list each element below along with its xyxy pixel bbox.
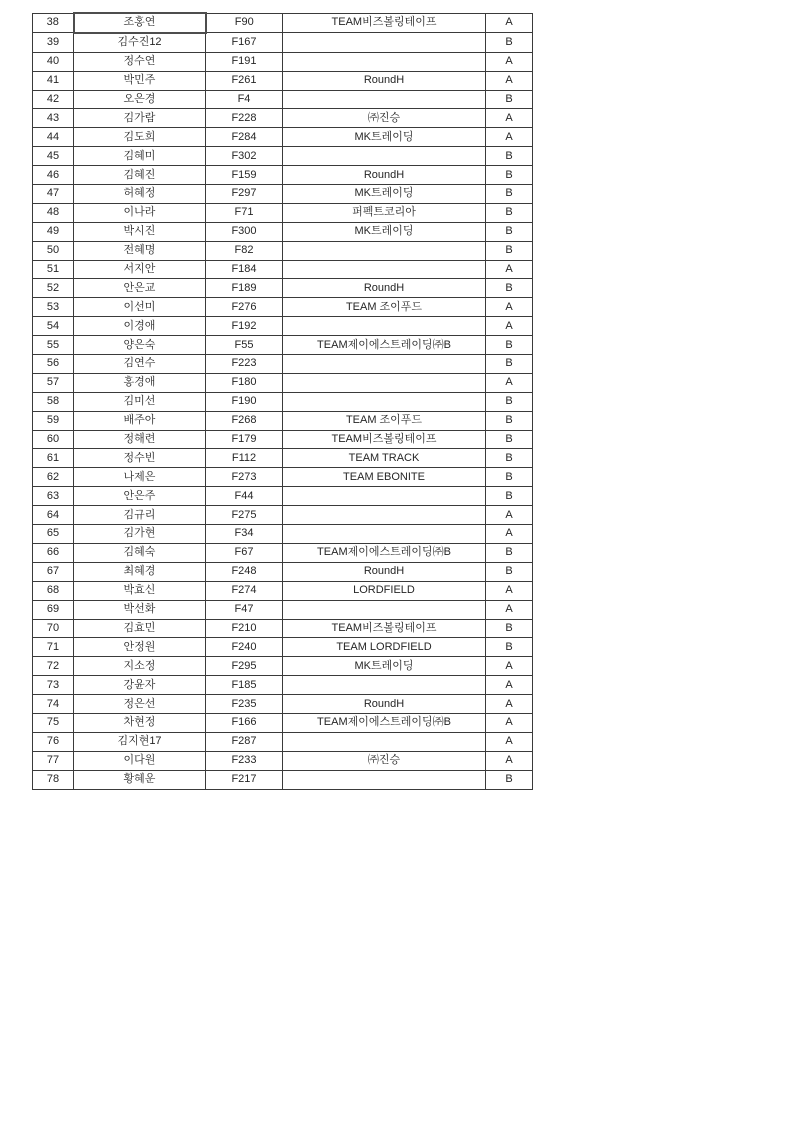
code-cell[interactable]: F248 xyxy=(206,562,283,581)
table-row xyxy=(33,317,533,336)
name-cell[interactable]: 지소정 xyxy=(74,657,206,676)
code-cell[interactable]: F185 xyxy=(206,676,283,695)
name-cell[interactable]: 황혜운 xyxy=(74,770,206,789)
grade-cell[interactable]: B xyxy=(486,543,533,562)
code-cell[interactable]: F233 xyxy=(206,751,283,770)
grade-cell[interactable]: A xyxy=(486,600,533,619)
name-cell[interactable]: 이나라 xyxy=(74,203,206,222)
selected-cell[interactable]: 조홍연 xyxy=(74,13,206,33)
table-row xyxy=(33,411,533,430)
team-cell[interactable]: TEAM LORDFIELD xyxy=(283,638,486,657)
row-number-cell[interactable]: 77 xyxy=(33,751,74,770)
table-row xyxy=(33,430,533,449)
code-cell[interactable]: F47 xyxy=(206,600,283,619)
grade-cell[interactable]: A xyxy=(486,751,533,770)
name-cell[interactable]: 정수빈 xyxy=(74,449,206,468)
team-cell[interactable]: MK트레이딩 xyxy=(283,222,486,241)
table-row xyxy=(33,619,533,638)
name-cell[interactable]: 정해련 xyxy=(74,430,206,449)
name-cell[interactable]: 안은교 xyxy=(74,279,206,298)
row-number-cell[interactable]: 38 xyxy=(33,13,74,33)
row-number-cell[interactable]: 72 xyxy=(33,657,74,676)
grade-cell[interactable]: A xyxy=(486,713,533,732)
table-row xyxy=(33,468,533,487)
table-row xyxy=(33,71,533,90)
table-row xyxy=(33,751,533,770)
row-number-cell[interactable]: 43 xyxy=(33,109,74,128)
name-cell[interactable]: 김지현17 xyxy=(74,732,206,751)
table-row xyxy=(33,33,533,52)
name-cell[interactable]: 박민주 xyxy=(74,71,206,90)
table-row xyxy=(33,241,533,260)
code-cell[interactable]: F191 xyxy=(206,52,283,71)
row-number-cell[interactable]: 73 xyxy=(33,676,74,695)
table-row xyxy=(33,260,533,279)
table-row xyxy=(33,355,533,374)
row-number-cell[interactable]: 67 xyxy=(33,562,74,581)
team-cell[interactable] xyxy=(283,147,486,166)
table-row xyxy=(33,525,533,544)
row-number-cell[interactable]: 58 xyxy=(33,392,74,411)
grade-cell[interactable]: B xyxy=(486,222,533,241)
roster-table xyxy=(32,12,533,790)
row-number-cell[interactable]: 62 xyxy=(33,468,74,487)
code-cell[interactable]: F240 xyxy=(206,638,283,657)
row-number-cell[interactable]: 52 xyxy=(33,279,74,298)
row-number-cell[interactable]: 65 xyxy=(33,525,74,544)
team-cell[interactable]: TEAM제이에스트레이딩㈜B xyxy=(283,713,486,732)
table-row xyxy=(33,147,533,166)
row-number-cell[interactable]: 76 xyxy=(33,732,74,751)
roster-table-body xyxy=(33,13,533,789)
grade-cell[interactable]: A xyxy=(486,317,533,336)
grade-cell[interactable]: B xyxy=(486,430,533,449)
row-number-cell[interactable]: 60 xyxy=(33,430,74,449)
table-row xyxy=(33,128,533,147)
name-cell[interactable]: 박시진 xyxy=(74,222,206,241)
row-number-cell[interactable]: 59 xyxy=(33,411,74,430)
grade-cell[interactable]: B xyxy=(486,392,533,411)
code-cell[interactable]: F112 xyxy=(206,449,283,468)
code-cell[interactable]: F34 xyxy=(206,525,283,544)
table-row xyxy=(33,52,533,71)
table-row xyxy=(33,203,533,222)
grade-cell[interactable]: B xyxy=(486,770,533,789)
row-number-cell[interactable]: 45 xyxy=(33,147,74,166)
name-cell[interactable]: 서지안 xyxy=(74,260,206,279)
name-cell[interactable]: 김가현 xyxy=(74,525,206,544)
name-cell[interactable]: 정수연 xyxy=(74,52,206,71)
name-cell[interactable]: 최혜경 xyxy=(74,562,206,581)
team-cell[interactable] xyxy=(283,33,486,52)
grade-cell[interactable]: B xyxy=(486,185,533,204)
code-cell[interactable]: F159 xyxy=(206,166,283,185)
code-cell[interactable]: F189 xyxy=(206,279,283,298)
team-cell[interactable] xyxy=(283,260,486,279)
grade-cell[interactable]: A xyxy=(486,128,533,147)
code-cell[interactable]: F67 xyxy=(206,543,283,562)
team-cell[interactable] xyxy=(283,506,486,525)
code-cell[interactable]: F276 xyxy=(206,298,283,317)
team-cell[interactable] xyxy=(283,373,486,392)
name-cell[interactable]: 허혜정 xyxy=(74,185,206,204)
team-cell[interactable]: TEAM제이에스트레이딩㈜B xyxy=(283,543,486,562)
table-row xyxy=(33,373,533,392)
table-row xyxy=(33,298,533,317)
name-cell[interactable]: 김혜미 xyxy=(74,147,206,166)
table-row xyxy=(33,90,533,109)
row-number-cell[interactable]: 50 xyxy=(33,241,74,260)
code-cell[interactable]: F190 xyxy=(206,392,283,411)
name-cell[interactable]: 김가람 xyxy=(74,109,206,128)
table-row xyxy=(33,279,533,298)
team-cell[interactable] xyxy=(283,676,486,695)
table-row xyxy=(33,109,533,128)
team-cell[interactable]: LORDFIELD xyxy=(283,581,486,600)
row-number-cell[interactable]: 70 xyxy=(33,619,74,638)
team-cell[interactable] xyxy=(283,525,486,544)
grade-cell[interactable]: B xyxy=(486,411,533,430)
team-cell[interactable] xyxy=(283,732,486,751)
code-cell[interactable]: F4 xyxy=(206,90,283,109)
code-cell[interactable]: F217 xyxy=(206,770,283,789)
grade-cell[interactable]: A xyxy=(486,13,533,33)
code-cell[interactable]: F192 xyxy=(206,317,283,336)
team-cell[interactable]: MK트레이딩 xyxy=(283,185,486,204)
name-cell[interactable]: 이다원 xyxy=(74,751,206,770)
grade-cell[interactable]: A xyxy=(486,506,533,525)
table-row xyxy=(33,449,533,468)
row-number-cell[interactable]: 44 xyxy=(33,128,74,147)
team-cell[interactable]: RoundH xyxy=(283,71,486,90)
table-row xyxy=(33,543,533,562)
row-number-cell[interactable]: 56 xyxy=(33,355,74,374)
grade-cell[interactable]: B xyxy=(486,166,533,185)
table-row xyxy=(33,695,533,714)
name-cell[interactable]: 홍경애 xyxy=(74,373,206,392)
grade-cell[interactable]: B xyxy=(486,562,533,581)
name-cell[interactable]: 안정원 xyxy=(74,638,206,657)
row-number-cell[interactable]: 66 xyxy=(33,543,74,562)
code-cell[interactable]: F261 xyxy=(206,71,283,90)
team-cell[interactable]: RoundH xyxy=(283,695,486,714)
name-cell[interactable]: 전혜명 xyxy=(74,241,206,260)
name-cell[interactable]: 김규리 xyxy=(74,506,206,525)
grade-cell[interactable]: B xyxy=(486,33,533,52)
row-number-cell[interactable]: 53 xyxy=(33,298,74,317)
code-cell[interactable]: F90 xyxy=(206,13,283,33)
table-row xyxy=(33,13,533,33)
grade-cell[interactable]: A xyxy=(486,373,533,392)
grade-cell[interactable]: B xyxy=(486,279,533,298)
row-number-cell[interactable]: 69 xyxy=(33,600,74,619)
name-cell[interactable]: 정은선 xyxy=(74,695,206,714)
grade-cell[interactable]: A xyxy=(486,657,533,676)
grade-cell[interactable]: B xyxy=(486,241,533,260)
row-number-cell[interactable]: 46 xyxy=(33,166,74,185)
team-cell[interactable] xyxy=(283,52,486,71)
team-cell[interactable]: TEAM 조이푸드 xyxy=(283,298,486,317)
grade-cell[interactable]: A xyxy=(486,581,533,600)
team-cell[interactable]: RoundH xyxy=(283,279,486,298)
code-cell[interactable]: F228 xyxy=(206,109,283,128)
team-cell[interactable] xyxy=(283,241,486,260)
table-row xyxy=(33,487,533,506)
code-cell[interactable]: F275 xyxy=(206,506,283,525)
table-row xyxy=(33,336,533,355)
team-cell[interactable] xyxy=(283,392,486,411)
team-cell[interactable]: TEAM비즈볼링테이프 xyxy=(283,13,486,33)
table-row xyxy=(33,600,533,619)
name-cell[interactable]: 강윤자 xyxy=(74,676,206,695)
row-number-cell[interactable]: 78 xyxy=(33,770,74,789)
team-cell[interactable]: MK트레이딩 xyxy=(283,128,486,147)
row-number-cell[interactable]: 74 xyxy=(33,695,74,714)
grade-cell[interactable]: A xyxy=(486,732,533,751)
row-number-cell[interactable]: 63 xyxy=(33,487,74,506)
team-cell[interactable] xyxy=(283,487,486,506)
table-row xyxy=(33,185,533,204)
code-cell[interactable]: F302 xyxy=(206,147,283,166)
grade-cell[interactable]: B xyxy=(486,619,533,638)
team-cell[interactable] xyxy=(283,600,486,619)
team-cell[interactable]: TEAM 조이푸드 xyxy=(283,411,486,430)
table-row xyxy=(33,713,533,732)
code-cell[interactable]: F297 xyxy=(206,185,283,204)
table-row xyxy=(33,638,533,657)
team-cell[interactable]: 퍼펙트코리아 xyxy=(283,203,486,222)
name-cell[interactable]: 김미선 xyxy=(74,392,206,411)
team-cell[interactable]: ㈜진승 xyxy=(283,109,486,128)
code-cell[interactable]: F284 xyxy=(206,128,283,147)
row-number-cell[interactable]: 39 xyxy=(33,33,74,52)
grade-cell[interactable]: A xyxy=(486,260,533,279)
name-cell[interactable]: 김도희 xyxy=(74,128,206,147)
name-cell[interactable]: 이선미 xyxy=(74,298,206,317)
code-cell[interactable]: F287 xyxy=(206,732,283,751)
table-row xyxy=(33,676,533,695)
row-number-cell[interactable]: 42 xyxy=(33,90,74,109)
code-cell[interactable]: F166 xyxy=(206,713,283,732)
team-cell[interactable]: MK트레이딩 xyxy=(283,657,486,676)
name-cell[interactable]: 박선화 xyxy=(74,600,206,619)
name-cell[interactable]: 김혜진 xyxy=(74,166,206,185)
code-cell[interactable]: F274 xyxy=(206,581,283,600)
code-cell[interactable]: F273 xyxy=(206,468,283,487)
code-cell[interactable]: F223 xyxy=(206,355,283,374)
table-row xyxy=(33,166,533,185)
grade-cell[interactable]: A xyxy=(486,676,533,695)
team-cell[interactable] xyxy=(283,770,486,789)
table-row xyxy=(33,392,533,411)
name-cell[interactable]: 배주아 xyxy=(74,411,206,430)
grade-cell[interactable]: A xyxy=(486,525,533,544)
team-cell[interactable]: RoundH xyxy=(283,166,486,185)
team-cell[interactable] xyxy=(283,355,486,374)
grade-cell[interactable]: B xyxy=(486,355,533,374)
code-cell[interactable]: F82 xyxy=(206,241,283,260)
row-number-cell[interactable]: 54 xyxy=(33,317,74,336)
name-cell[interactable]: 차현정 xyxy=(74,713,206,732)
grade-cell[interactable]: B xyxy=(486,147,533,166)
grade-cell[interactable]: A xyxy=(486,109,533,128)
code-cell[interactable]: F180 xyxy=(206,373,283,392)
team-cell[interactable]: TEAM비즈볼링테이프 xyxy=(283,619,486,638)
table-row xyxy=(33,581,533,600)
team-cell[interactable]: ㈜진승 xyxy=(283,751,486,770)
code-cell[interactable]: F167 xyxy=(206,33,283,52)
grade-cell[interactable]: B xyxy=(486,638,533,657)
code-cell[interactable]: F71 xyxy=(206,203,283,222)
code-cell[interactable]: F179 xyxy=(206,430,283,449)
code-cell[interactable]: F210 xyxy=(206,619,283,638)
code-cell[interactable]: F184 xyxy=(206,260,283,279)
row-number-cell[interactable]: 51 xyxy=(33,260,74,279)
table-row xyxy=(33,506,533,525)
team-cell[interactable] xyxy=(283,90,486,109)
table-row xyxy=(33,732,533,751)
name-cell[interactable]: 안은주 xyxy=(74,487,206,506)
code-cell[interactable]: F44 xyxy=(206,487,283,506)
grade-cell[interactable]: A xyxy=(486,52,533,71)
row-number-cell[interactable]: 55 xyxy=(33,336,74,355)
code-cell[interactable]: F235 xyxy=(206,695,283,714)
grade-cell[interactable]: B xyxy=(486,203,533,222)
row-number-cell[interactable]: 57 xyxy=(33,373,74,392)
row-number-cell[interactable]: 40 xyxy=(33,52,74,71)
grade-cell[interactable]: B xyxy=(486,468,533,487)
name-cell[interactable]: 오은경 xyxy=(74,90,206,109)
team-cell[interactable]: TEAM TRACK xyxy=(283,449,486,468)
table-row xyxy=(33,562,533,581)
code-cell[interactable]: F295 xyxy=(206,657,283,676)
row-number-cell[interactable]: 49 xyxy=(33,222,74,241)
row-number-cell[interactable]: 48 xyxy=(33,203,74,222)
name-cell[interactable]: 김연수 xyxy=(74,355,206,374)
row-number-cell[interactable]: 41 xyxy=(33,71,74,90)
row-number-cell[interactable]: 61 xyxy=(33,449,74,468)
grade-cell[interactable]: A xyxy=(486,71,533,90)
name-cell[interactable]: 김혜숙 xyxy=(74,543,206,562)
name-cell[interactable]: 박효신 xyxy=(74,581,206,600)
code-cell[interactable]: F55 xyxy=(206,336,283,355)
row-number-cell[interactable]: 47 xyxy=(33,185,74,204)
name-cell[interactable]: 김효민 xyxy=(74,619,206,638)
name-cell[interactable]: 김수진12 xyxy=(74,33,206,52)
table-row xyxy=(33,770,533,789)
grade-cell[interactable]: A xyxy=(486,298,533,317)
code-cell[interactable]: F268 xyxy=(206,411,283,430)
team-cell[interactable] xyxy=(283,317,486,336)
name-cell[interactable]: 양은숙 xyxy=(74,336,206,355)
team-cell[interactable]: TEAM비즈볼링테이프 xyxy=(283,430,486,449)
grade-cell[interactable]: B xyxy=(486,336,533,355)
name-cell[interactable]: 나제은 xyxy=(74,468,206,487)
table-row xyxy=(33,222,533,241)
team-cell[interactable]: RoundH xyxy=(283,562,486,581)
row-number-cell[interactable]: 71 xyxy=(33,638,74,657)
name-cell[interactable]: 이경애 xyxy=(74,317,206,336)
row-number-cell[interactable]: 64 xyxy=(33,506,74,525)
grade-cell[interactable]: B xyxy=(486,487,533,506)
grade-cell[interactable]: B xyxy=(486,449,533,468)
code-cell[interactable]: F300 xyxy=(206,222,283,241)
team-cell[interactable]: TEAM제이에스트레이딩㈜B xyxy=(283,336,486,355)
row-number-cell[interactable]: 68 xyxy=(33,581,74,600)
table-row xyxy=(33,657,533,676)
team-cell[interactable]: TEAM EBONITE xyxy=(283,468,486,487)
grade-cell[interactable]: A xyxy=(486,695,533,714)
grade-cell[interactable]: B xyxy=(486,90,533,109)
row-number-cell[interactable]: 75 xyxy=(33,713,74,732)
